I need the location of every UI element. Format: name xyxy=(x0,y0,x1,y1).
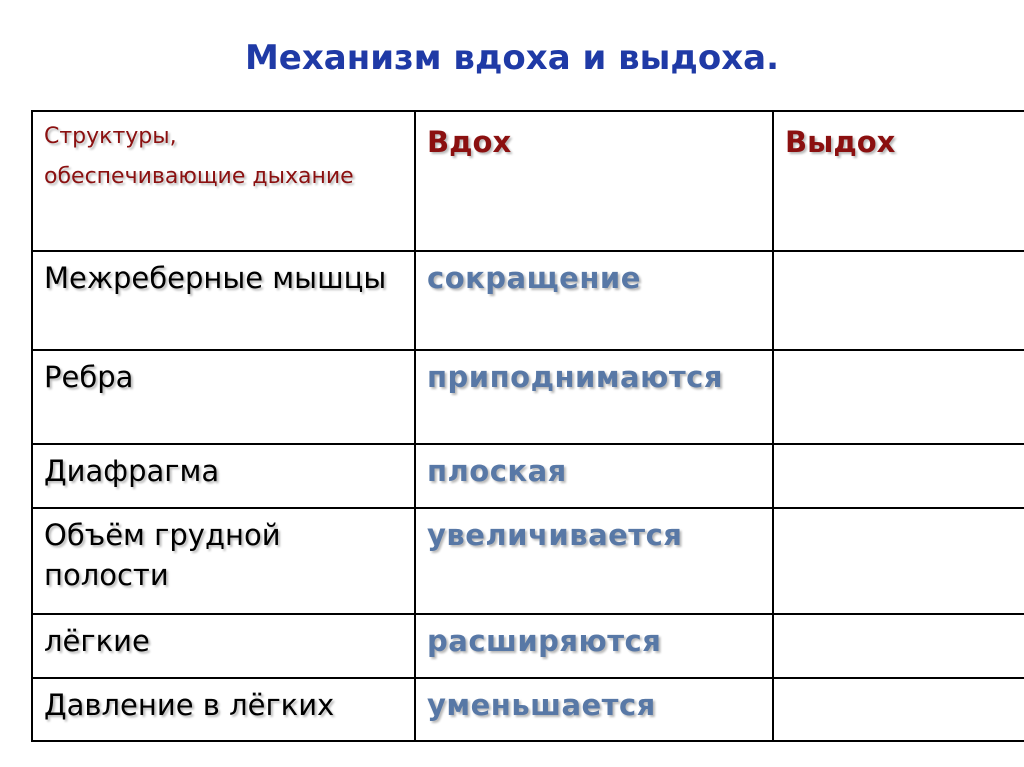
table-row xyxy=(32,614,1024,678)
row-structure: Диафрагма xyxy=(32,444,415,508)
table-row xyxy=(32,444,1024,508)
row-structure: Объём грудной полости xyxy=(32,508,415,614)
header-inhale: Вдох xyxy=(415,111,773,251)
header-exhale: Выдох xyxy=(773,111,1024,251)
row-exhale xyxy=(773,350,1024,444)
inhale-value: уменьшается xyxy=(427,688,656,722)
row-exhale xyxy=(773,508,1024,614)
row-structure: Давление в лёгких xyxy=(32,678,415,741)
row-inhale xyxy=(415,444,773,508)
inhale-value: приподнимаются xyxy=(427,360,723,394)
row-structure: Межреберные мышцы xyxy=(32,251,415,350)
row-exhale xyxy=(773,251,1024,350)
table-row xyxy=(32,350,1024,444)
row-inhale xyxy=(415,614,773,678)
row-inhale xyxy=(415,678,773,741)
inhale-value: расширяются xyxy=(427,624,662,658)
page-title: Механизм вдоха и выдоха. xyxy=(244,38,780,78)
table-row xyxy=(32,508,1024,614)
row-exhale xyxy=(773,678,1024,741)
row-structure: лёгкие xyxy=(32,614,415,678)
inhale-value: плоская xyxy=(427,454,567,488)
row-structure: Ребра xyxy=(32,350,415,444)
header-structures-line2: обеспечивающие дыхание xyxy=(44,164,354,189)
row-inhale xyxy=(415,251,773,350)
row-exhale xyxy=(773,614,1024,678)
row-inhale xyxy=(415,350,773,444)
header-structures-line1: Структуры, xyxy=(44,124,177,149)
inhale-value: сокращение xyxy=(427,261,641,295)
inhale-value: увеличивается xyxy=(427,518,683,552)
table-row xyxy=(32,251,1024,350)
table-row xyxy=(32,678,1024,741)
row-inhale xyxy=(415,508,773,614)
table-header-row xyxy=(32,111,1024,251)
breathing-mechanism-table xyxy=(31,110,1024,742)
header-structures xyxy=(32,111,415,251)
row-exhale xyxy=(773,444,1024,508)
